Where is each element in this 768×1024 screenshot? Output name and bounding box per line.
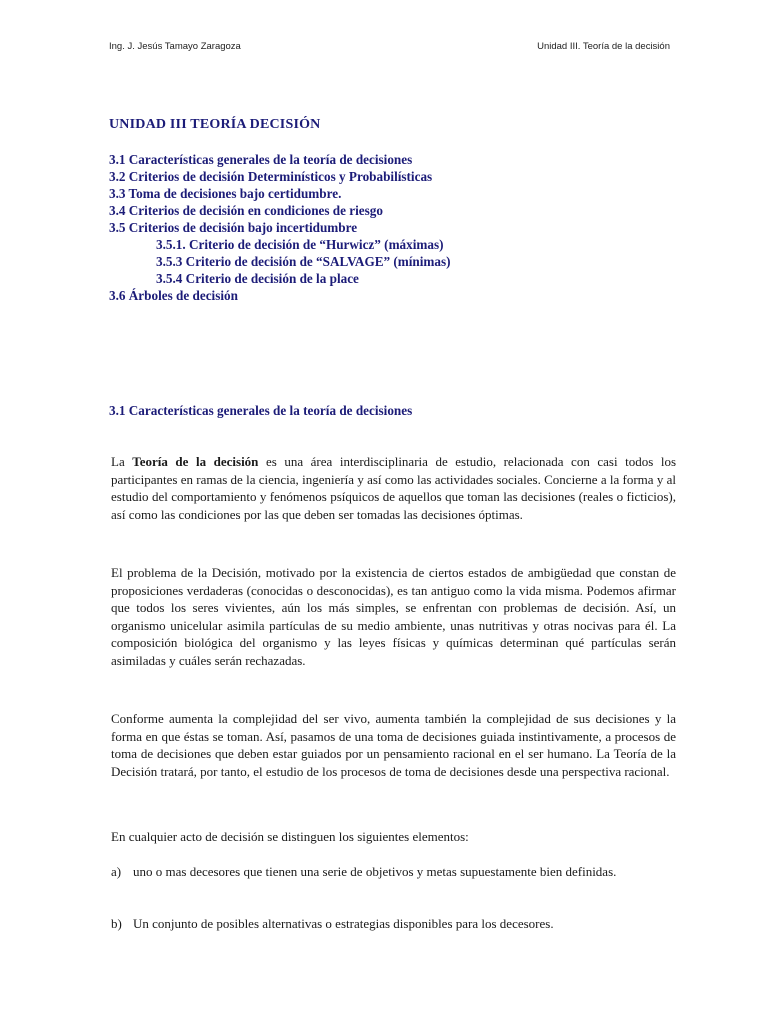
page-header — [109, 41, 670, 52]
list-marker: b) — [111, 916, 122, 931]
toc-item: 3.1 Características generales de la teoría de decisiones — [109, 152, 413, 167]
paragraph-intro-rest: es una área interdisciplinaria de estudio, relacionada con casi todos los participantes en ramas de la ciencia, ingeniería y así como las actividades sociales. Concierne a la forma y al estudio del comportamiento y fenómenos psíquicos de aquellos que toman las decisiones (reales o ficticios), así como las condiciones por las que deben ser tomadas las decisiones óptimas. — [111, 454, 676, 522]
list-item-b — [111, 915, 676, 933]
section-heading: 3.1 Características generales de la teoría de decisiones — [109, 403, 413, 418]
paragraph-intro-lead: La — [111, 454, 133, 469]
header-unit: Unidad III. Teoría de la decisión — [537, 41, 670, 52]
paragraph-intro — [111, 453, 676, 523]
list-item-a — [111, 863, 676, 881]
paragraph-complexity: Conforme aumenta la complejidad del ser vivo, aumenta también la complejidad de sus decisiones y la forma en que éstas se toman. Así, pasamos de una toma de decisiones guiada instintivamente, a procesos de toma de decisiones que deben estar guiados por un pensamiento racional en el ser humano. La Teoría de la Decisión tratará, por tanto, el estudio de los procesos de toma de decisiones desde una perspectiva racional. — [111, 711, 676, 779]
toc-item: 3.2 Criterios de decisión Determinísticos y Probabilísticas — [109, 169, 433, 184]
list-text: Un conjunto de posibles alternativas o estrategias disponibles para los decesores. — [133, 916, 554, 931]
toc-item: 3.4 Criterios de decisión en condiciones de riesgo — [109, 203, 383, 218]
list-text: uno o mas decesores que tienen una serie de objetivos y metas supuestamente bien definidas. — [133, 864, 617, 879]
document-title: UNIDAD III TEORÍA DECISIÓN — [109, 117, 321, 132]
header-author: Ing. J. Jesús Tamayo Zaragoza — [109, 41, 241, 52]
toc-subitem: 3.5.4 Criterio de decisión de la place — [156, 271, 359, 286]
term-teoria-decision: Teoría de la decisión — [132, 454, 259, 469]
list-marker: a) — [111, 864, 122, 879]
toc-item: 3.3 Toma de decisiones bajo certidumbre. — [109, 186, 342, 201]
paragraph-elements-intro: En cualquier acto de decisión se distinguen los siguientes elementos: — [111, 829, 469, 844]
toc-subitem: 3.5.3 Criterio de decisión de “SALVAGE” (mínimas) — [156, 254, 451, 269]
toc-item: 3.5 Criterios de decisión bajo incertidumbre — [109, 220, 358, 235]
toc-item: 3.6 Árboles de decisión — [109, 288, 238, 303]
toc-subitem: 3.5.1. Criterio de decisión de “Hurwicz” (máximas) — [156, 237, 444, 252]
table-of-contents — [109, 151, 689, 304]
paragraph-problem: El problema de la Decisión, motivado por la existencia de ciertos estados de ambigüedad que constan de proposiciones verdaderas (conocidas o desconocidas), es tan antiguo como la vida misma. Podemos afirmar que todos los seres vivientes, aún los más simples, se enfrentan con problemas de decisión. Así, un organismo unicelular asimila partículas de su medio ambiente, unas nutritivas y otras nocivas para él. La composición biológica del organismo y las leyes físicas y químicas determinan qué partículas serán asimiladas y cuáles serán rechazadas. — [111, 565, 676, 668]
